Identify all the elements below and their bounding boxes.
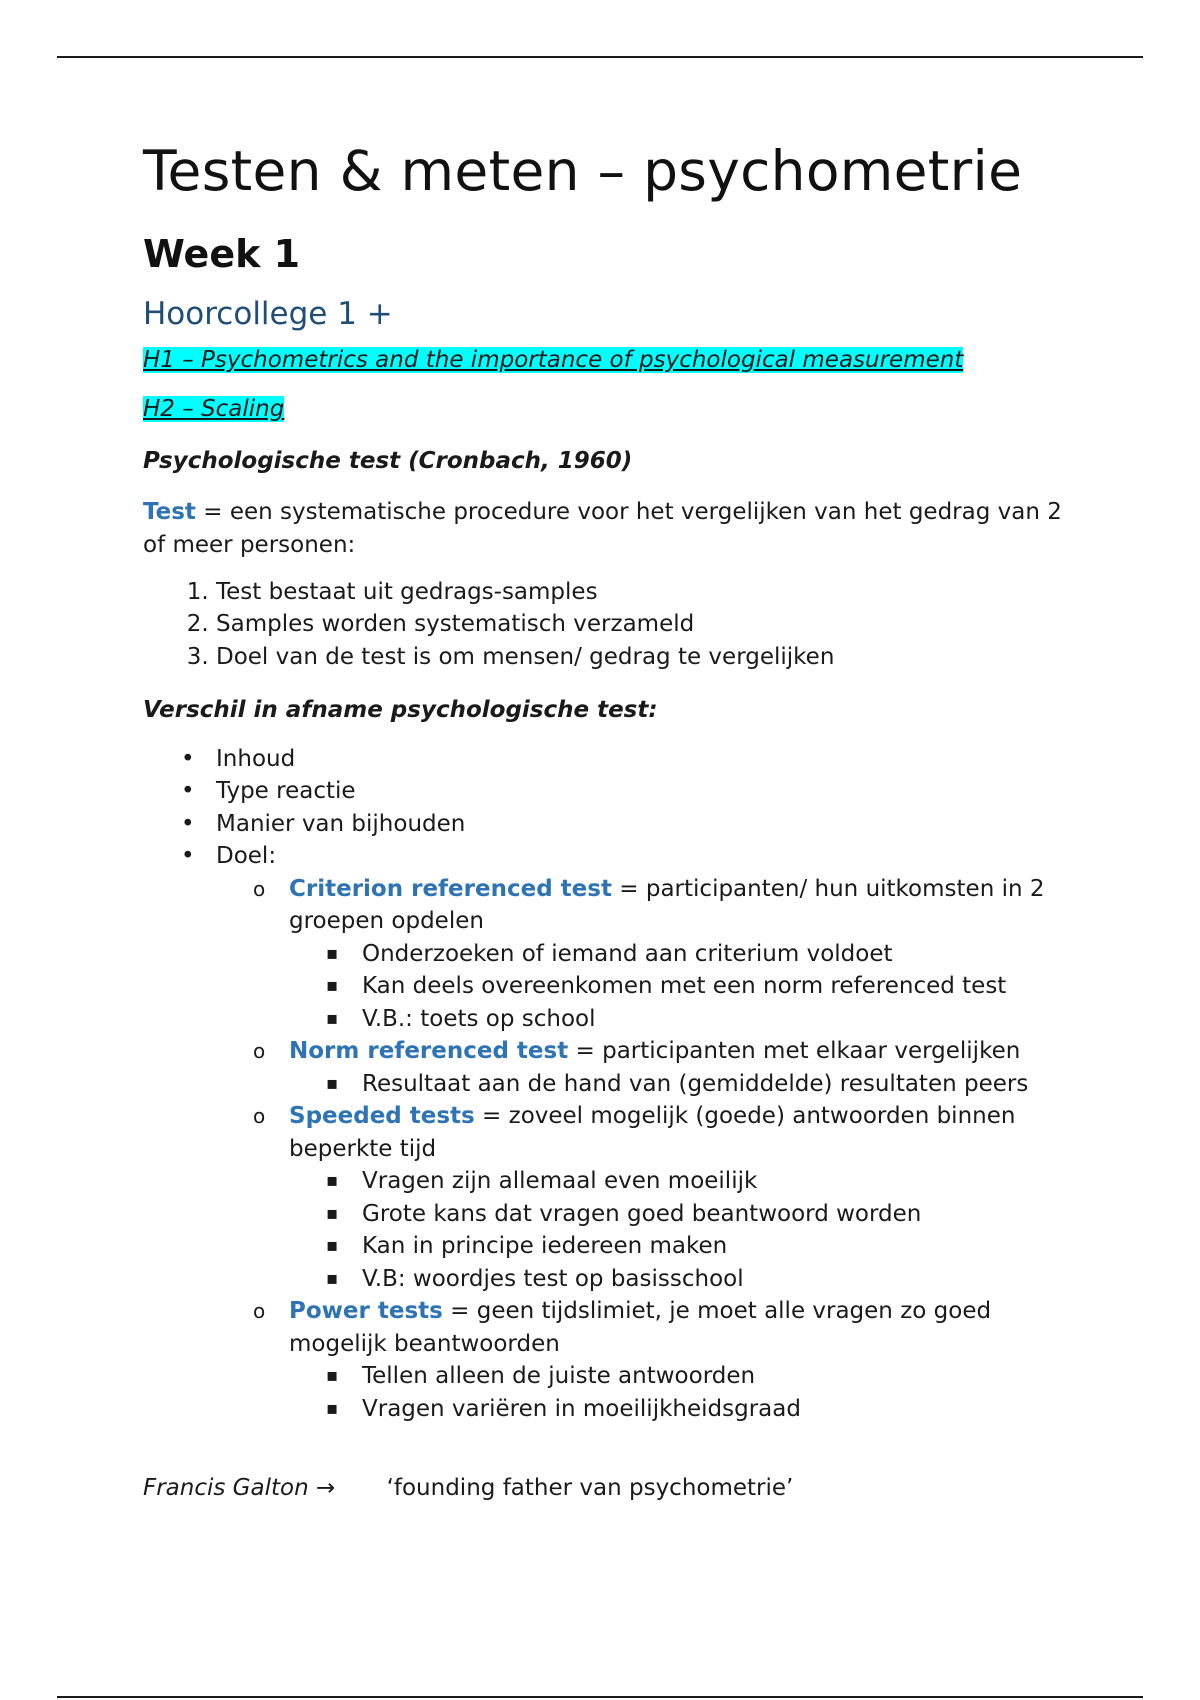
bottom-rule bbox=[57, 1696, 1143, 1698]
galton-quote: ‘founding father van psychometrie’ bbox=[386, 1475, 794, 1502]
criterion-points bbox=[289, 938, 1063, 1036]
list-item: ▪ Grote kans dat vragen goed beantwoord worden bbox=[362, 1198, 1063, 1231]
list-item: 3. Doel van de test is om mensen/ gedrag te vergelijken bbox=[216, 641, 1063, 674]
chapter-1-heading bbox=[143, 347, 1063, 375]
test-type-criterion bbox=[289, 873, 1063, 1036]
chapter-2-text: H2 – Scaling bbox=[143, 396, 285, 423]
test-type-speeded bbox=[289, 1100, 1063, 1295]
document-title: Testen & meten – psychometrie bbox=[143, 139, 1023, 203]
criterion-definition: = participanten/ hun uitkomsten in 2 groepen opdelen bbox=[289, 875, 1045, 935]
power-term: Power tests bbox=[289, 1298, 443, 1325]
test-definition bbox=[143, 496, 1063, 562]
list-item: ▪ Kan deels overeenkomen met een norm referenced test bbox=[362, 970, 1063, 1003]
chapter-2-heading bbox=[143, 396, 1063, 424]
list-item: ▪ Kan in principe iedereen maken bbox=[362, 1230, 1063, 1263]
list-item: 2. Samples worden systematisch verzameld bbox=[216, 608, 1063, 641]
top-rule bbox=[57, 56, 1143, 58]
week-heading: Week 1 bbox=[143, 232, 301, 276]
norm-points bbox=[289, 1068, 1063, 1101]
psych-test-heading: Psychologische test (Cronbach, 1960) bbox=[143, 447, 633, 474]
test-definition-text: = een systematische procedure voor het vergelijken van het gedrag van 2 of meer personen: bbox=[143, 498, 1062, 558]
list-item: ▪ Vragen zijn allemaal even moeilijk bbox=[362, 1165, 1063, 1198]
list-item: ▪ V.B: woordjes test op basisschool bbox=[362, 1263, 1063, 1296]
power-definition: = geen tijdslimiet, je moet alle vragen zo goed mogelijk beantwoorden bbox=[289, 1298, 992, 1357]
list-item: 1. Test bestaat uit gedrags-samples bbox=[216, 576, 1063, 609]
test-term: Test bbox=[143, 498, 196, 525]
doel-label: Doel: bbox=[216, 843, 277, 870]
power-points bbox=[289, 1360, 1063, 1425]
list-item: • Manier van bijhouden bbox=[216, 808, 1063, 841]
test-criteria-list bbox=[143, 576, 1063, 674]
list-item: ▪ Tellen alleen de juiste antwoorden bbox=[362, 1360, 1063, 1393]
document-body bbox=[143, 138, 1063, 1503]
list-item: ▪ V.B.: toets op school bbox=[362, 1003, 1063, 1036]
list-item: • Inhoud bbox=[216, 743, 1063, 776]
speeded-term: Speeded tests bbox=[289, 1103, 475, 1130]
speeded-definition: = zoveel mogelijk (goede) antwoorden binnen beperkte tijd bbox=[289, 1103, 1016, 1162]
list-item-doel bbox=[216, 840, 1063, 1425]
test-type-norm bbox=[289, 1035, 1063, 1100]
criterion-term: Criterion referenced test bbox=[289, 875, 612, 902]
list-item: ▪ Resultaat aan de hand van (gemiddelde) resultaten peers bbox=[362, 1068, 1063, 1101]
lecture-heading: Hoorcollege 1 + bbox=[143, 295, 393, 332]
list-item: ▪ Vragen variëren in moeilijkheidsgraad bbox=[362, 1393, 1063, 1426]
speeded-points bbox=[289, 1165, 1063, 1295]
list-item: • Type reactie bbox=[216, 775, 1063, 808]
list-item: ▪ Onderzoeken of iemand aan criterium voldoet bbox=[362, 938, 1063, 971]
verschil-list bbox=[143, 743, 1063, 1426]
norm-definition: = participanten met elkaar vergelijken bbox=[568, 1038, 1021, 1065]
verschil-heading: Verschil in afname psychologische test: bbox=[143, 697, 658, 724]
galton-name: Francis Galton bbox=[143, 1475, 309, 1502]
test-type-power bbox=[289, 1295, 1063, 1425]
norm-term: Norm referenced test bbox=[289, 1038, 569, 1065]
chapter-1-text: H1 – Psychometrics and the importance of psychological measurement bbox=[143, 346, 964, 373]
test-types-list bbox=[216, 873, 1063, 1426]
right-arrow-icon: → bbox=[315, 1475, 336, 1502]
galton-line bbox=[143, 1475, 1063, 1503]
